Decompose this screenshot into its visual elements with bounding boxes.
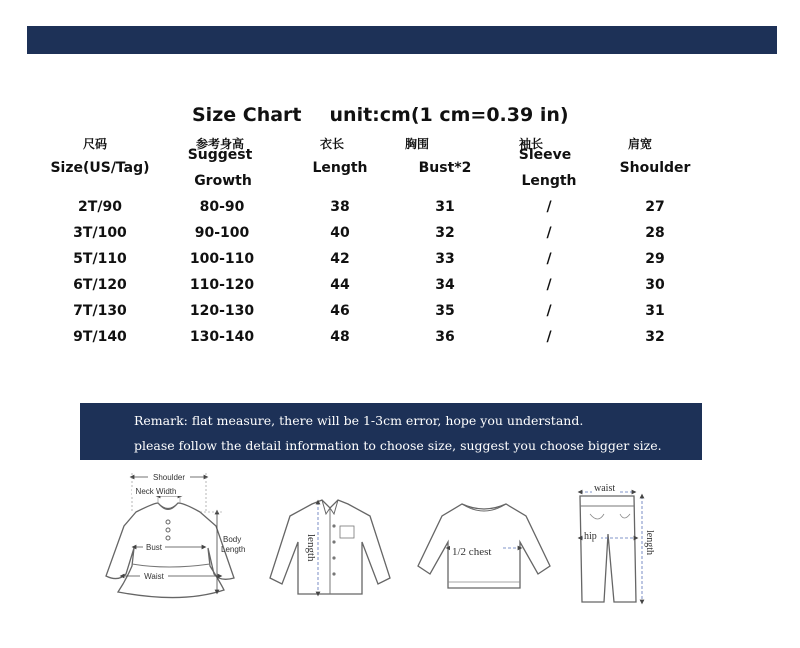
cell-sleeve: / [546,329,552,345]
cell-growth: 90-100 [194,225,250,241]
label-waist: waist [594,483,616,494]
cell-growth: 100-110 [189,251,255,267]
cell-length: 48 [330,329,350,345]
label-pants-length: length [644,530,655,555]
cell-bust: 32 [435,225,455,241]
cell-size: 6T/120 [73,277,127,293]
label-neck-width: Neck Width [135,487,177,496]
cell-shoulder: 28 [645,225,665,241]
table-row [0,277,800,297]
dress-outline [106,503,234,598]
table-row [0,329,800,349]
label-length: Length [221,545,246,554]
cell-bust: 33 [435,251,455,267]
pants-outline [580,496,636,602]
header-cn-growth: 参考身高 [196,137,245,151]
header-size: Size(US/Tag) [50,160,150,176]
header-cn-length: 衣长 [320,137,345,151]
cell-size: 9T/140 [73,329,127,345]
header-shoulder: Shoulder [619,160,691,176]
cell-bust: 34 [435,277,455,293]
remark-line-2: please follow the detail information to choose size, suggest you choose bigger size. [134,438,662,453]
header-growth-line2: Growth [194,173,252,189]
cell-length: 38 [330,199,350,215]
cell-length: 42 [330,251,350,267]
cell-sleeve: / [546,277,552,293]
header-sleeve-line2: Length [521,173,577,189]
label-bust: Bust [145,543,163,552]
pants-diagram [570,470,670,615]
label-half-chest: 1/2 chest [452,546,492,558]
cell-size: 3T/100 [73,225,127,241]
label-waist: Waist [144,572,164,581]
cell-shoulder: 29 [645,251,665,267]
table-row [0,251,800,271]
cell-size: 5T/110 [73,251,127,267]
cell-sleeve: / [546,303,552,319]
cell-shoulder: 31 [645,303,665,319]
cell-size: 2T/90 [78,199,122,215]
chart-title-unit: unit:cm(1 cm=0.39 in) [329,104,569,126]
cell-size: 7T/130 [73,303,127,319]
cell-sleeve: / [546,199,552,215]
cell-growth: 110-120 [189,277,255,293]
header-length: Length [312,160,368,176]
table-row [0,303,800,323]
dress-diagram [96,470,256,610]
header-growth-line1: Suggest [187,147,253,163]
header-cn-size: 尺码 [83,137,108,151]
cell-bust: 36 [435,329,455,345]
label-shirt-length: length [305,534,317,562]
header-sleeve-line1: Sleeve [518,147,572,163]
chart-title [192,104,569,126]
cell-length: 44 [330,277,350,293]
remark-line-1: Remark: flat measure, there will be 1-3cm error, hope you understand. [134,413,584,428]
cell-shoulder: 27 [645,199,665,215]
cell-sleeve: / [546,225,552,241]
label-shoulder: Shoulder [152,473,186,482]
cell-bust: 35 [435,303,455,319]
header-bust: Bust*2 [418,160,472,176]
remark-banner [80,403,702,460]
cell-growth: 130-140 [189,329,255,345]
cell-length: 46 [330,303,350,319]
cell-sleeve: / [546,251,552,267]
label-hip: hip [584,531,597,542]
top-banner [27,26,777,54]
header-cn-sleeve: 袖长 [519,137,544,151]
header-cn-bust: 胸围 [405,137,430,151]
cell-length: 40 [330,225,350,241]
table-row [0,199,800,219]
header-cn-shoulder: 肩宽 [628,137,653,151]
cell-growth: 80-90 [199,199,245,215]
label-body: Body [223,535,242,544]
cell-shoulder: 32 [645,329,665,345]
table-row [0,225,800,245]
cell-growth: 120-130 [189,303,255,319]
chart-title-main: Size Chart [192,104,302,126]
sweater-diagram [408,470,558,610]
cell-bust: 31 [435,199,455,215]
cell-shoulder: 30 [645,277,665,293]
shirt-diagram [262,470,400,610]
